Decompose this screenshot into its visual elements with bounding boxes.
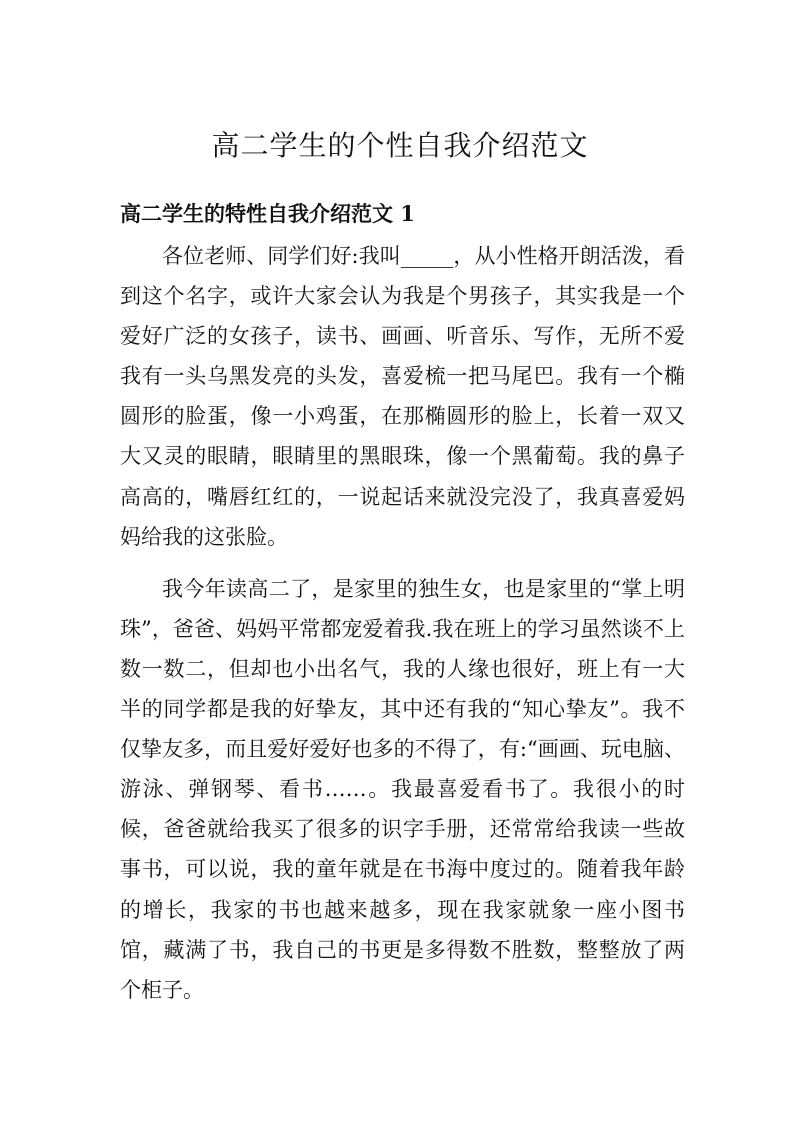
page-title: 高二学生的个性自我介绍范文 <box>211 129 589 162</box>
section-heading: 高二学生的特性自我介绍范文 1 <box>120 201 415 226</box>
paragraph-2: 我今年读高二了，是家里的独生女，也是家里的“掌上明珠”，爸爸、妈妈平常都宠爱着我.我在班上的学习虽然谈不上数一数二，但却也小出名气，我的人缘也很好，班上有一大半的同学都是我的好挚友，其中还有我的“知心挚友”。我不仅挚友多，而且爱好爱好也多的不得了，有:“画画、玩电脑、游泳、弹钢琴、看书……。我最喜爱看书了。我很小的时候，爸爸就给我买了很多的识字手册，还常常给我读一些故事书，可以说，我的童年就是在书海中度过的。随着我年龄的增长，我家的书也越来越多，现在我家就象一座小图书馆，藏满了书，我自己的书更是多得数不胜数，整整放了两个柜子。 <box>120 576 685 1002</box>
body-text <box>120 236 685 1010</box>
paragraph-1: 各位老师、同学们好:我叫_____，从小性格开朗活泼，看到这个名字，或许大家会认为我是个男孩子，其实我是一个爱好广泛的女孩子，读书、画画、听音乐、写作，无所不爱我有一头乌黑发亮的头发，喜爱梳一把马尾巴。我有一个椭圆形的脸蛋，像一小鸡蛋，在那椭圆形的脸上，长着一双又大又灵的眼睛，眼睛里的黑眼珠，像一个黑葡萄。我的鼻子高高的，嘴唇红红的，一说起话来就没完没了，我真喜爱妈妈给我的这张脸。 <box>120 244 685 549</box>
